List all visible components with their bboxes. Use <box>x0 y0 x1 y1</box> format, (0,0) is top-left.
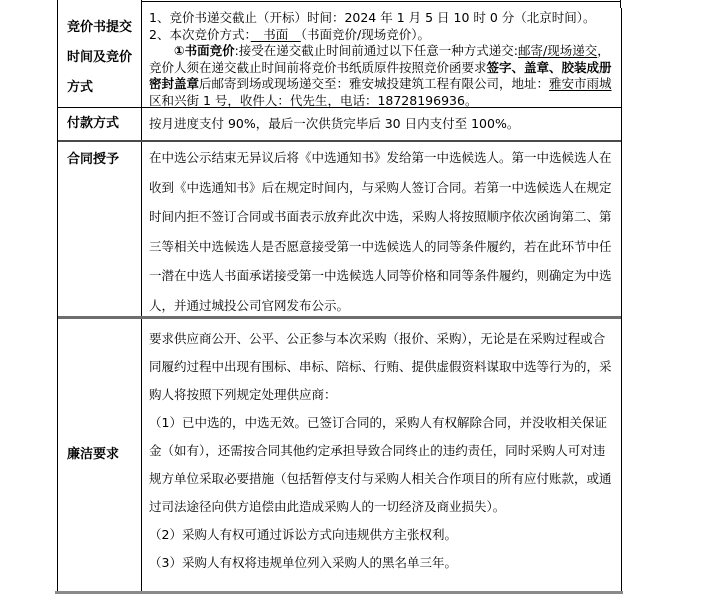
table-continuation-top-rule <box>141 1 621 2</box>
procurement-terms-table <box>57 8 622 591</box>
text-segment: ，竞价人须在递交截止时间前将竞价书纸质原件按照竞价函要求 <box>149 43 610 75</box>
text-segment: 1、竞价书递交截止（开标）时间：2024 年 1 月 5 日 10 时 0 分（北京时间）。 <box>149 10 596 25</box>
text-segment: ①书面竞价 <box>174 43 235 59</box>
paragraph <box>149 143 615 316</box>
text-segment: ，电话： <box>327 92 378 107</box>
text-segment: 邮寄/现场递交 <box>518 43 598 59</box>
paragraph <box>149 43 615 107</box>
text-segment: （3）采购人有权将违规单位列入采购人的黑名单三年。 <box>149 555 457 570</box>
text-segment: 18728196936 <box>377 92 465 107</box>
row-content-cell <box>142 319 621 591</box>
row-content-cell <box>142 108 621 140</box>
table-row-contract-award <box>58 142 621 319</box>
text-segment: 签字、盖章、胶装成册密封盖章 <box>149 59 612 92</box>
row-label-cell <box>58 8 142 107</box>
text-segment: ，收件人： <box>227 92 290 107</box>
row-label-cell <box>58 142 142 316</box>
row-label-text: 付款方式 <box>67 116 120 131</box>
row-label-cell <box>58 319 142 591</box>
table-continuation-left-border <box>57 0 58 8</box>
paragraph <box>149 521 615 549</box>
text-segment: （书面竞价/现场竞价）。 <box>300 26 430 42</box>
text-segment: :接受在递交截止时间前通过以下任意一种方式递交: <box>234 43 519 59</box>
text-segment: 雅安市雨城区和兴街 1 号 <box>149 76 612 107</box>
table-row-payment <box>58 108 621 142</box>
text-segment: （2）采购人有权可通过诉讼方式向违规供方主张权利。 <box>149 527 457 542</box>
table-row-integrity <box>58 319 621 591</box>
text-segment: 代先生 <box>289 92 328 107</box>
paragraph <box>149 10 615 27</box>
row-label-cell <box>58 108 142 140</box>
paragraph <box>149 27 615 44</box>
text-segment: 要求供应商公开、公平、公正参与本次采购（报价、采购），无论是在采购过程或合同履约过程中出现有围标、串标、陪标、行贿、提供虚假资料谋取中选等行为的，采购人将按照下列规定处理供应商： <box>149 331 612 402</box>
paragraph <box>149 116 519 132</box>
text-segment: 在中选公示结束无异议后将《中选通知书》发给第一中选候选人。第一中选候选人在收到《中选通知书》后在规定时间内，与采购人签订合同。若第一中选候选人在规定时间内拒不签订合同或书面表示放弃此次中选，采购人将按照顺序依次函询第二、第三等相关中选候选人是否愿意接受第一中选候选人的同等条件履约，若在此环节中任一潜在中选人书面承诺接受第一中选候选人同等价格和同等条件履约，则确定为中选人，并通过城投公司官网发布公示。 <box>149 150 612 313</box>
paragraph <box>149 409 615 521</box>
paragraph <box>149 325 615 409</box>
paragraph <box>149 549 615 577</box>
row-label-text: 竞价书提交时间及竞价方式 <box>67 19 133 95</box>
text-segment: （1）已中选的，中选无效。已签订合同的，采购人有权解除合同，并没收相关保证金（如有），还需按合同其他约定承担导致合同终止的违约责任，同时采购人可对违规方单位采取必要措施（包括暂停支付与采购人相关合作项目的所有应付账款，或通过司法途径向供方追偿由此造成采购人的一切经济及商业损失）。 <box>149 415 612 514</box>
row-label-text: 廉洁要求 <box>67 447 120 462</box>
text-segment: 后邮寄到场或现场递交至：雅安城投建筑工程有限公司，地址： <box>199 76 550 92</box>
page-break-line <box>55 591 623 594</box>
row-content-cell <box>142 142 621 316</box>
row-label-text: 合同授予 <box>67 152 120 167</box>
text-segment: 按月进度支付 90%，最后一次供货完毕后 30 日内支付至 100%。 <box>149 116 520 131</box>
row-content-cell <box>142 8 621 107</box>
table-row-bid-submission <box>58 8 621 108</box>
text-segment: 书面 <box>250 26 301 42</box>
text-segment: 。 <box>464 92 478 107</box>
text-segment: 2、本次竞价方式： <box>149 26 251 42</box>
